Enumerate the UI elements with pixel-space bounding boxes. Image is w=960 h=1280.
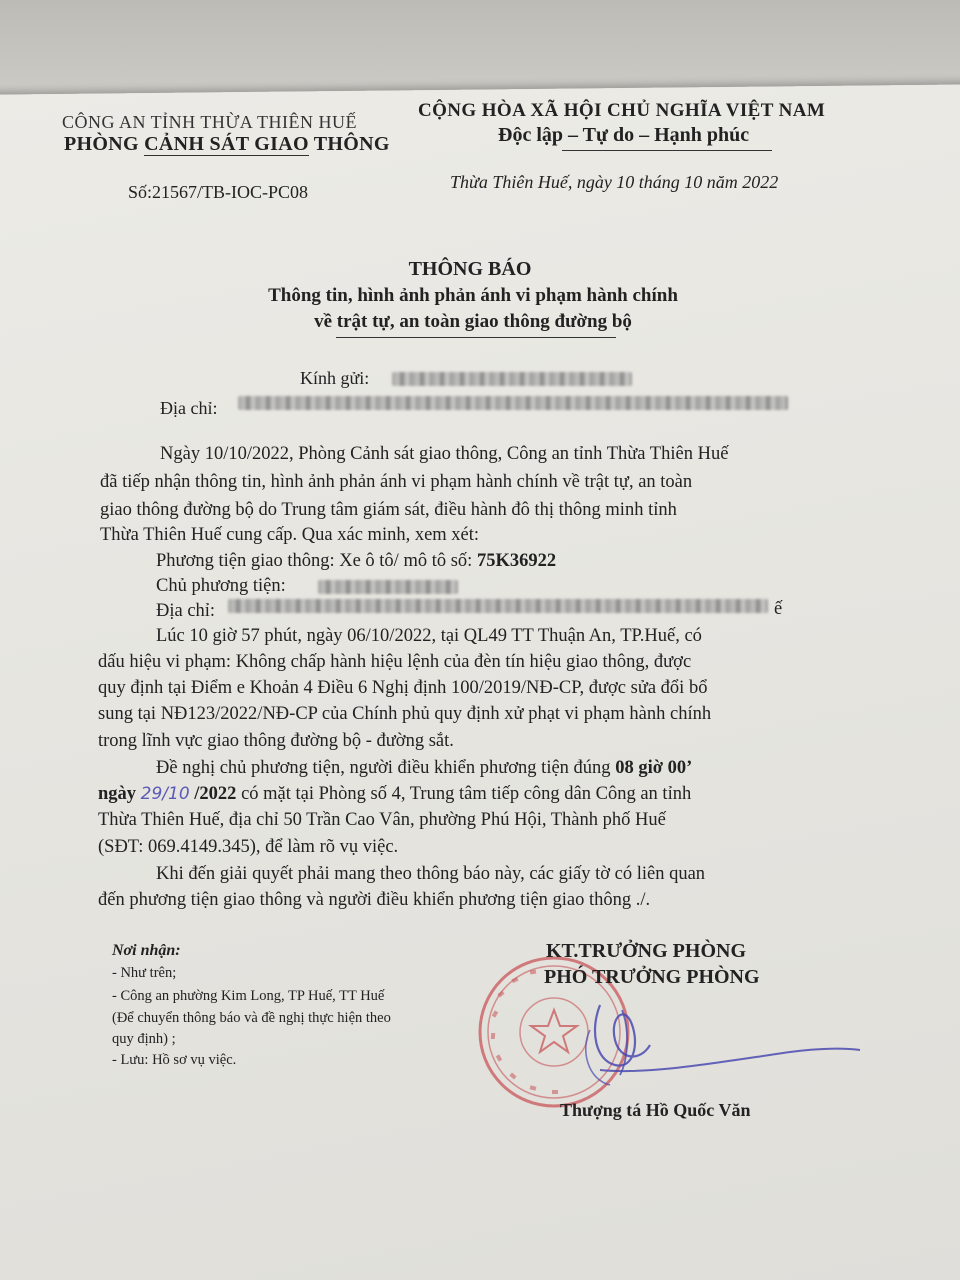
body-line: Khi đến giải quyết phải mang theo thông báo này, các giấy tờ có liên quan: [156, 864, 706, 884]
vehicle-plate: 75K36922: [476, 551, 557, 571]
body-line: Ngày 10/10/2022, Phòng Cảnh sát giao thông, Công an tỉnh Thừa Thiên Huế: [160, 444, 729, 464]
address-label: Địa chỉ:: [160, 398, 218, 418]
body-line: Thừa Thiên Huế cung cấp. Qua xác minh, xem xét:: [100, 525, 480, 545]
recipient-item: quy định) ;: [112, 1031, 176, 1047]
signature-title-1: KT.TRƯỞNG PHÒNG: [546, 940, 746, 962]
redacted-addressee: [392, 372, 632, 386]
title-underline: [336, 337, 616, 338]
vehicle-line: Phương tiện giao thông: Xe ô tô/ mô tô số: 75K36922: [156, 551, 557, 571]
owner-address-label: Địa chỉ:: [156, 601, 216, 621]
agency-parent: CÔNG AN TỈNH THỪA THIÊN HUẾ: [62, 112, 357, 132]
recipient-item: (Để chuyển thông báo và đề nghị thực hiện theo: [112, 1010, 391, 1026]
recipient-item: - Như trên;: [112, 965, 177, 981]
owner-address-tail: ế: [774, 599, 783, 619]
redacted-address: [238, 396, 788, 410]
body-line: sung tại NĐ123/2022/NĐ-CP của Chính phủ quy định xử phạt vi phạm hành chính: [98, 704, 712, 724]
recipients-heading: Nơi nhận:: [112, 942, 181, 959]
national-motto: Độc lập – Tự do – Hạnh phúc: [498, 124, 750, 146]
recipient-item: - Công an phường Kim Long, TP Huế, TT Huế: [112, 988, 385, 1004]
addressee-label: Kính gửi:: [300, 368, 370, 388]
body-line: Thừa Thiên Huế, địa chỉ 50 Trần Cao Vân, phường Phú Hội, Thành phố Huế: [98, 810, 666, 830]
handwritten-signature: [560, 990, 870, 1100]
handwritten-date: 29/10: [140, 784, 190, 804]
document-subtitle-line2: về trật tự, an toàn giao thông đường bộ: [314, 311, 632, 332]
summons-line: Đề nghị chủ phương tiện, người điều khiển phương tiện đúng 08 giờ 00’: [156, 758, 693, 778]
body-line: đã tiếp nhận thông tin, hình ảnh phản ánh vi phạm hành chính về trật tự, an toàn: [100, 472, 693, 492]
body-line: trong lĩnh vực giao thông đường bộ - đường sắt.: [98, 731, 454, 751]
body-line: quy định tại Điểm e Khoản 4 Điều 6 Nghị định 100/2019/NĐ-CP, được sửa đổi bổ: [98, 678, 708, 698]
signature-title-2: PHÓ TRƯỞNG PHÒNG: [544, 966, 760, 988]
place-date: Thừa Thiên Huế, ngày 10 tháng 10 năm 2022: [450, 172, 779, 192]
summons-date-line: ngày 29/10 /2022 có mặt tại Phòng số 4, Trung tâm tiếp công dân Công an tỉnh: [98, 784, 692, 804]
agency-name: PHÒNG CẢNH SÁT GIAO THÔNG: [64, 133, 390, 155]
recipient-item: - Lưu: Hồ sơ vụ việc.: [112, 1052, 237, 1068]
document-title: THÔNG BÁO: [408, 258, 532, 280]
document-number: Số:21567/TB-IOC-PC08: [128, 182, 309, 202]
redacted-owner-address: [228, 599, 768, 613]
body-line: giao thông đường bộ do Trung tâm giám sát, điều hành đô thị thông minh tỉnh: [100, 500, 677, 520]
body-line: (SĐT: 069.4149.345), để làm rõ vụ việc.: [98, 837, 399, 857]
national-title: CỘNG HÒA XÃ HỘI CHỦ NGHĨA VIỆT NAM: [418, 100, 826, 121]
body-line: đến phương tiện giao thông và người điều khiển phương tiện giao thông ./.: [98, 890, 651, 910]
owner-label: Chủ phương tiện:: [156, 576, 286, 596]
body-line: dấu hiệu vi phạm: Không chấp hành hiệu lệnh của đèn tín hiệu giao thông, được: [98, 652, 692, 672]
signer-name: Thượng tá Hồ Quốc Văn: [560, 1100, 751, 1120]
body-line: Lúc 10 giờ 57 phút, ngày 06/10/2022, tại QL49 TT Thuận An, TP.Huế, có: [156, 626, 702, 646]
document-subtitle-line1: Thông tin, hình ảnh phản ánh vi phạm hành chính: [268, 285, 678, 306]
redacted-owner: [318, 580, 458, 594]
motto-underline: [562, 150, 772, 151]
